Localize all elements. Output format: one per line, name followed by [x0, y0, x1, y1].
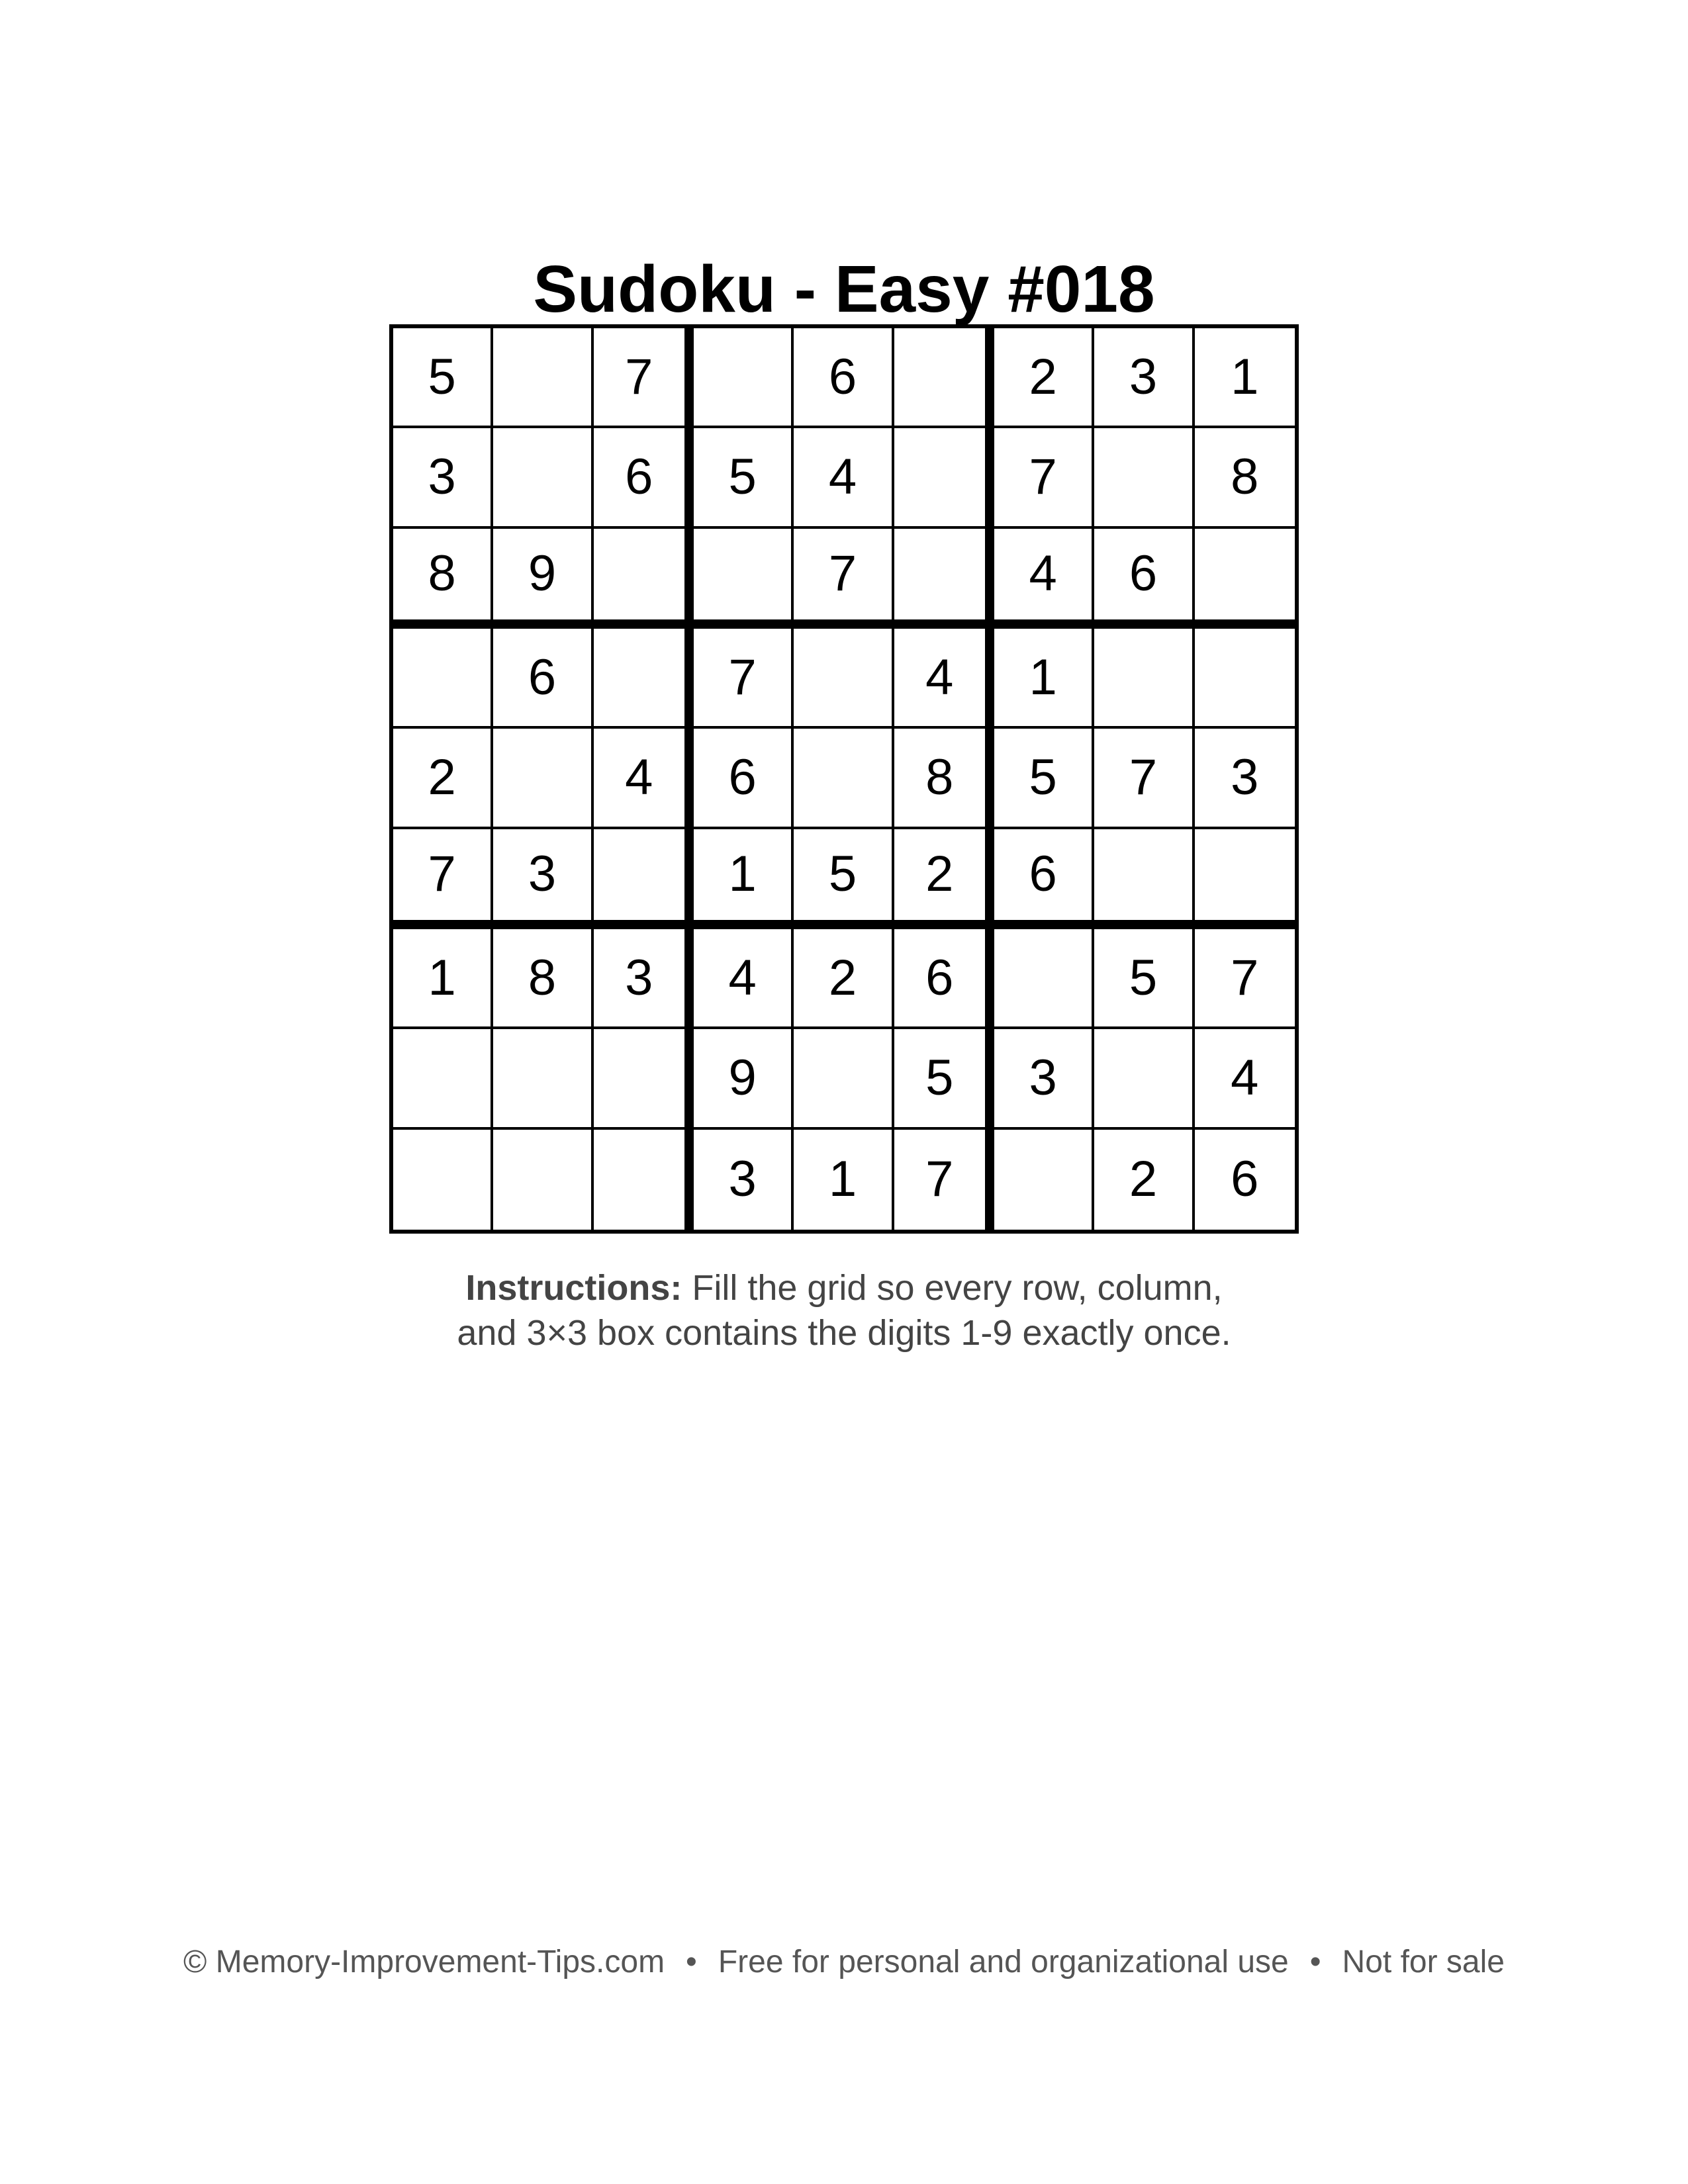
sudoku-given-cell: 4	[794, 428, 894, 528]
sudoku-given-cell: 6	[1231, 1151, 1259, 1208]
sudoku-given-cell: 4	[694, 929, 794, 1029]
sudoku-empty-cell[interactable]	[994, 1130, 1094, 1230]
sudoku-given-cell: 5	[794, 829, 894, 929]
puzzle-title: Sudoku - Easy #018	[533, 252, 1155, 326]
sudoku-empty-cell[interactable]	[393, 1130, 493, 1230]
sudoku-given-cell: 7	[594, 328, 694, 428]
sudoku-empty-cell[interactable]	[1195, 829, 1295, 929]
sudoku-empty-cell[interactable]	[1094, 1029, 1194, 1129]
sudoku-given-cell: 9	[694, 1029, 794, 1129]
sudoku-given-cell: 7	[393, 829, 493, 929]
sudoku-given-cell: 6	[493, 629, 593, 729]
sudoku-empty-cell[interactable]	[794, 1029, 894, 1129]
footer-separator-1: •	[686, 1944, 697, 1979]
instructions-label: Instructions:	[465, 1268, 682, 1308]
sudoku-given-cell: 5	[694, 428, 794, 528]
sudoku-given-cell: 5	[1094, 929, 1194, 1029]
sudoku-given-cell: 1	[994, 629, 1094, 729]
sudoku-given-cell: 3	[994, 1029, 1094, 1129]
sudoku-empty-cell[interactable]	[393, 629, 493, 729]
sudoku-empty-cell[interactable]	[894, 428, 994, 528]
sudoku-given-cell: 2	[1094, 1130, 1194, 1230]
sudoku-empty-cell[interactable]	[594, 1029, 694, 1129]
sudoku-empty-cell[interactable]	[1195, 629, 1295, 729]
sudoku-empty-cell[interactable]	[894, 328, 994, 428]
sudoku-given-cell: 5	[894, 1029, 994, 1129]
sudoku-given-cell: 3	[393, 428, 493, 528]
sudoku-empty-cell[interactable]	[894, 529, 994, 629]
sudoku-empty-cell[interactable]	[1094, 428, 1194, 528]
sudoku-given-cell: 6	[794, 328, 894, 428]
sudoku-given-cell: 3	[493, 829, 593, 929]
sudoku-given-cell: 1	[393, 929, 493, 1029]
sudoku-given-cell: 4	[1195, 1029, 1295, 1129]
sudoku-given-cell: 4	[594, 729, 694, 829]
sudoku-empty-cell[interactable]	[794, 629, 894, 729]
sudoku-empty-cell[interactable]	[493, 729, 593, 829]
sudoku-given-cell: 1	[794, 1130, 894, 1230]
sudoku-empty-cell[interactable]	[994, 929, 1094, 1029]
sudoku-given-cell: 3	[1094, 328, 1194, 428]
sudoku-given-cell: 7	[894, 1130, 994, 1230]
sudoku-given-cell: 7	[694, 629, 794, 729]
sudoku-given-cell: 5	[994, 729, 1094, 829]
sudoku-given-cell: 7	[794, 529, 894, 629]
sudoku-empty-cell[interactable]	[493, 428, 593, 528]
sudoku-empty-cell[interactable]	[493, 1029, 593, 1129]
sudoku-empty-cell[interactable]	[794, 729, 894, 829]
sudoku-given-cell: 6	[1094, 529, 1194, 629]
sudoku-given-cell: 8	[1195, 428, 1295, 528]
sudoku-given-cell: 1	[1195, 328, 1295, 428]
sudoku-empty-cell[interactable]	[393, 1029, 493, 1129]
sudoku-given-cell: 7	[1195, 929, 1295, 1029]
instructions-line-2: and 3×3 box contains the digits 1-9 exactly once.	[457, 1313, 1231, 1353]
footer	[0, 1939, 1688, 1985]
sudoku-given-cell: 2	[794, 929, 894, 1029]
sudoku-grid	[389, 324, 1299, 1234]
sudoku-given-cell: 6	[594, 428, 694, 528]
sudoku-empty-cell[interactable]	[1094, 629, 1194, 729]
sudoku-empty-cell[interactable]	[594, 829, 694, 929]
sudoku-given-cell: 6	[894, 929, 994, 1029]
sudoku-given-cell: 3	[694, 1130, 794, 1230]
sudoku-empty-cell[interactable]	[594, 1130, 694, 1230]
instructions	[0, 1265, 1688, 1355]
sudoku-given-cell: 4	[894, 629, 994, 729]
sudoku-given-cell: 8	[393, 529, 493, 629]
sudoku-given-cell: 9	[493, 529, 593, 629]
sudoku-given-cell: 6	[694, 729, 794, 829]
sudoku-given-cell: 7	[994, 428, 1094, 528]
sudoku-given-cell: 8	[493, 929, 593, 1029]
footer-copyright: © Memory-Improvement-Tips.com	[183, 1944, 665, 1979]
sudoku-empty-cell[interactable]	[493, 328, 593, 428]
instructions-line-1: Fill the grid so every row, column,	[692, 1268, 1223, 1308]
sudoku-empty-cell[interactable]	[1094, 829, 1194, 929]
sudoku-given-cell: 4	[994, 529, 1094, 629]
footer-not-for-sale: Not for sale	[1342, 1944, 1505, 1979]
footer-license: Free for personal and organizational use	[718, 1944, 1289, 1979]
sudoku-given-cell: 3	[594, 929, 694, 1029]
sudoku-given-cell: 3	[1195, 729, 1295, 829]
sudoku-empty-cell[interactable]	[594, 529, 694, 629]
sudoku-given-cell: 2	[393, 729, 493, 829]
sudoku-empty-cell[interactable]	[493, 1130, 593, 1230]
sudoku-given-cell: 7	[1094, 729, 1194, 829]
sudoku-given-cell: 2	[894, 829, 994, 929]
sudoku-given-cell: 8	[894, 729, 994, 829]
sudoku-empty-cell[interactable]	[594, 629, 694, 729]
sudoku-given-cell: 5	[393, 328, 493, 428]
sudoku-given-cell: 6	[994, 829, 1094, 929]
sudoku-given-cell: 1	[694, 829, 794, 929]
sudoku-empty-cell[interactable]	[694, 529, 794, 629]
sudoku-empty-cell[interactable]	[694, 328, 794, 428]
sudoku-empty-cell[interactable]	[1195, 529, 1295, 629]
sudoku-given-cell: 2	[994, 328, 1094, 428]
footer-separator-2: •	[1309, 1944, 1321, 1979]
